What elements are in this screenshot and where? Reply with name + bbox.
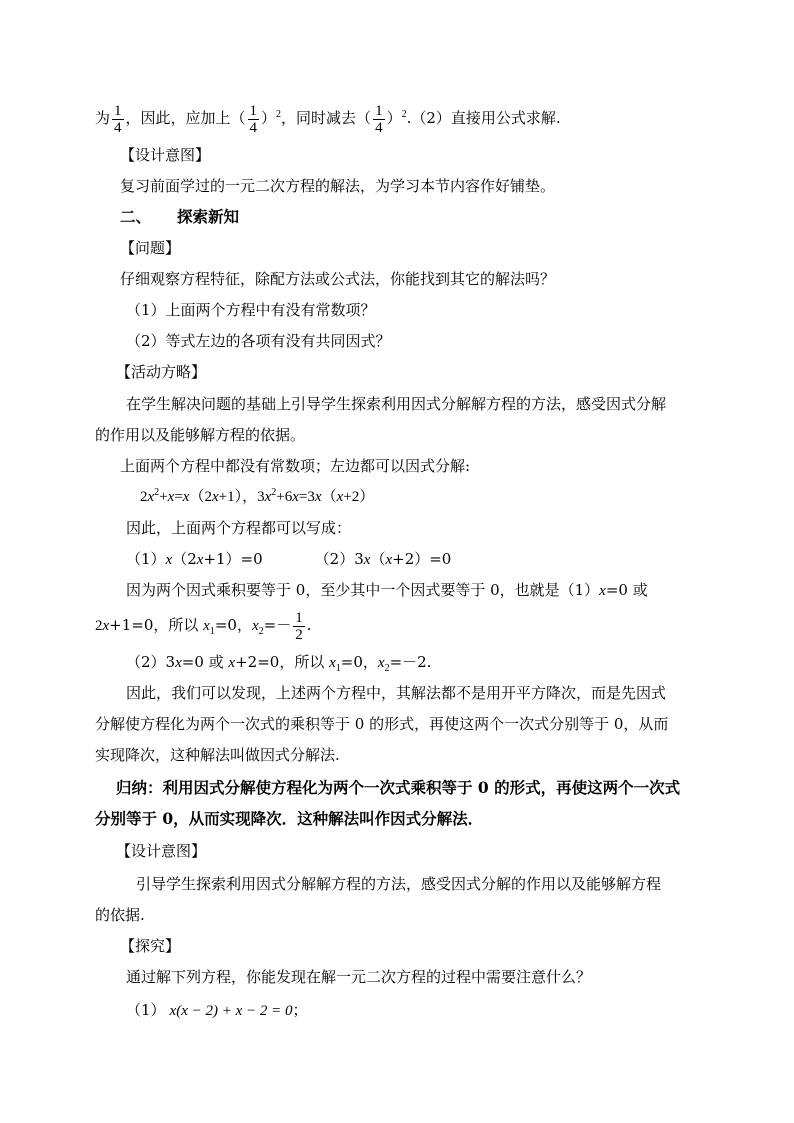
- numerator: 1: [114, 102, 122, 119]
- paragraph-line: 的作用以及能够解方程的依据。: [95, 426, 306, 444]
- var-x: x: [167, 489, 175, 505]
- intro-line: [95, 98, 561, 138]
- var-x: x: [196, 552, 204, 568]
- var-x: x: [228, 655, 236, 671]
- exponent: 2: [401, 109, 407, 120]
- var-x: x: [175, 655, 182, 671]
- text: 为: [95, 109, 111, 127]
- text: +2）: [343, 489, 375, 505]
- text: （2: [172, 550, 197, 568]
- text: =0，: [214, 616, 252, 634]
- var-x: x: [314, 489, 322, 505]
- text: ，同时减去（: [281, 109, 372, 127]
- paragraph-line: 复习前面学过的一元二次方程的解法，为学习本节内容作好铺垫。: [120, 177, 556, 195]
- text: ）: [261, 109, 277, 127]
- list-item: （1）上面两个方程中有没有常数项？: [126, 301, 376, 319]
- paragraph-line: 实现降次，这种解法叫做因式分解法.: [95, 746, 340, 764]
- var-x: x: [182, 489, 190, 505]
- section-heading: 【探究】: [120, 937, 181, 955]
- text: =: [174, 489, 183, 505]
- section-heading: 【问题】: [120, 239, 181, 257]
- list-item: （2）等式左边的各项有没有共同因式？: [126, 332, 391, 350]
- text: （2: [189, 489, 212, 505]
- var-x: x: [292, 489, 299, 505]
- var-x: x: [211, 489, 219, 505]
- subscript: 1: [209, 626, 215, 637]
- var-x: x: [377, 655, 385, 671]
- numerator: 1: [249, 102, 258, 119]
- text: =－2.: [389, 653, 432, 671]
- var-x: x: [599, 583, 606, 599]
- text: 2: [140, 489, 148, 505]
- equation-line: [126, 549, 451, 570]
- text: ）: [386, 109, 402, 127]
- text: +6: [276, 489, 293, 505]
- summary-line: 归纳：利用因式分解使方程化为两个一次式乘积等于 0 的形式，再使这两个一次式: [116, 778, 681, 797]
- fraction: [373, 103, 385, 136]
- exponent: 2: [271, 487, 277, 498]
- denominator: 2: [295, 626, 303, 643]
- text: +2=0，所以: [235, 653, 330, 671]
- numerator: 1: [375, 102, 383, 119]
- subscript: 2: [384, 663, 390, 674]
- equation-line: [140, 487, 374, 507]
- paragraph-line: 的依据.: [95, 906, 145, 924]
- text: +1），3: [218, 489, 265, 505]
- text: （2）3: [126, 653, 176, 671]
- var-x: x: [165, 552, 173, 568]
- paragraph-line: [126, 580, 648, 601]
- paragraph-line: 在学生解决问题的基础上引导学生探索利用因式分解解方程的方法，感受因式分解: [126, 395, 667, 413]
- var-x: x: [363, 552, 371, 568]
- text: （2）3: [314, 550, 364, 568]
- var-x: x: [336, 489, 344, 505]
- fraction: [112, 103, 124, 136]
- section-number: 二、: [120, 207, 152, 226]
- section-heading: 【活动方略】: [116, 363, 207, 381]
- section-heading: 【设计意图】: [120, 146, 211, 164]
- text: =0 或: [605, 581, 648, 599]
- paragraph-line: 仔细观察方程特征，除配方法或公式法，你能找到其它的解法吗？: [120, 270, 556, 288]
- denominator: 4: [375, 119, 383, 136]
- text: +1）=0: [203, 550, 263, 568]
- var-x: x: [329, 655, 336, 671]
- var-x: x: [264, 489, 272, 505]
- var-x: x: [203, 618, 210, 634]
- text: （1）: [126, 550, 166, 568]
- text: （: [370, 550, 386, 568]
- equation: x(x − 2) + x − 2 = 0: [169, 1003, 293, 1019]
- var-x: x: [147, 489, 155, 505]
- text: .: [306, 616, 312, 634]
- text: +2）=0: [392, 550, 452, 568]
- paragraph-line: 引导学生探索利用因式分解解方程的方法，感受因式分解的作用以及能够解方程: [136, 875, 662, 893]
- text: =0，: [340, 653, 378, 671]
- paragraph-line: 上面两个方程中都没有常数项；左边都可以因式分解:: [120, 457, 471, 475]
- exercise-item: [126, 1000, 308, 1021]
- summary-line: 分别等于 0，从而实现降次．这种解法叫作因式分解法．: [95, 809, 484, 828]
- text: +1=0，所以: [109, 616, 204, 634]
- var-x: x: [251, 618, 259, 634]
- paragraph-line: 因此，上面两个方程都可以写成：: [126, 519, 352, 537]
- text: ；: [292, 1001, 308, 1019]
- subscript: 1: [335, 663, 341, 674]
- text: （1）: [126, 1001, 166, 1019]
- var-x: x: [102, 618, 110, 634]
- text: +: [159, 489, 168, 505]
- paragraph-line: [126, 652, 431, 673]
- text: 因为两个因式乘积要等于 0，至少其中一个因式要等于 0，也就是（1）: [126, 581, 600, 599]
- text: =－: [263, 616, 292, 634]
- fraction: [248, 103, 260, 136]
- text: 2: [95, 618, 103, 634]
- numerator: 1: [295, 609, 303, 626]
- text: ，因此，应加上（: [125, 109, 246, 127]
- text: =3: [298, 489, 315, 505]
- text: .（2）直接用公式求解.: [406, 109, 561, 127]
- text: （: [321, 489, 337, 505]
- paragraph-line: 通过解下列方程，你能发现在解一元二次方程的过程中需要注意什么？: [126, 968, 592, 986]
- exponent: 2: [154, 487, 160, 498]
- var-x: x: [385, 552, 393, 568]
- section-title-text: 探索新知: [177, 207, 240, 226]
- text: =0 或: [181, 653, 229, 671]
- fraction: [293, 610, 305, 643]
- section-title: [120, 207, 239, 227]
- denominator: 4: [249, 119, 258, 136]
- section-heading: 【设计意图】: [116, 842, 207, 860]
- denominator: 4: [114, 119, 122, 136]
- exponent: 2: [276, 109, 282, 120]
- paragraph-line: 因此，我们可以发现，上述两个方程中，其解法都不是用开平方降次，而是先因式: [126, 684, 667, 702]
- paragraph-line: 分解使方程化为两个一次式的乘积等于 0 的形式，再使这两个一次式分别等于 0，从而: [95, 715, 669, 733]
- paragraph-line: [95, 605, 312, 646]
- subscript: 2: [258, 626, 264, 637]
